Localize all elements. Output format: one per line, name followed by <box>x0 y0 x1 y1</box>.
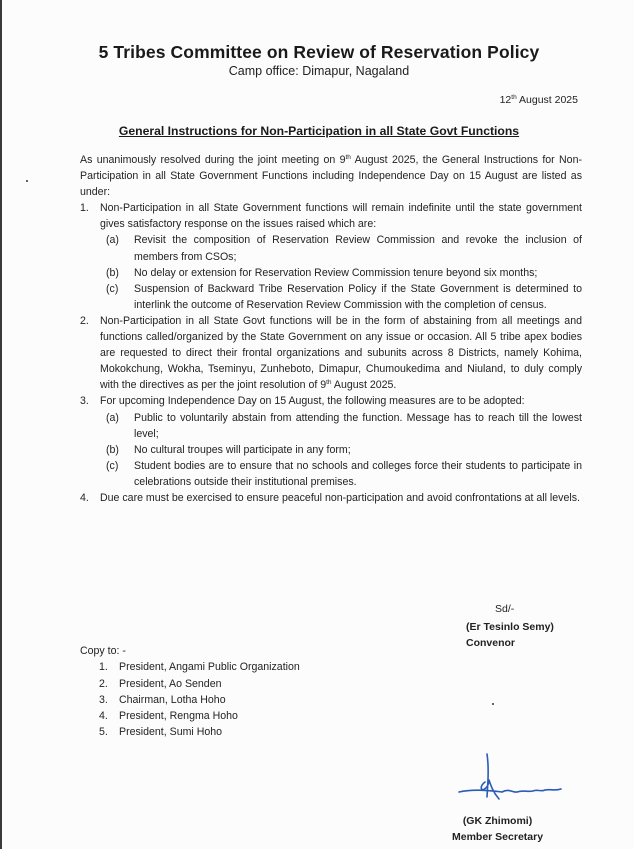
document-date <box>500 94 578 106</box>
item-text: Due care must be exercised to ensure peaceful non-participation and avoid confrontations at all levels. <box>100 491 580 504</box>
item-sup: th <box>326 379 332 387</box>
sub-item-number: (a) <box>106 234 119 247</box>
list-item <box>99 692 300 708</box>
sub-item-1a <box>106 232 582 264</box>
signatory-name: (Er Tesinlo Semy) <box>466 621 554 633</box>
recipient-text: President, Sumi Hoho <box>119 726 223 739</box>
sub-item-text: Student bodies are to ensure that no schools and colleges force their students to participate in celebrations outside their institutional premises. <box>134 459 582 488</box>
sub-item-1b <box>106 265 582 281</box>
date-suffix: th <box>511 94 517 101</box>
list-item <box>99 708 300 724</box>
item-number: 1. <box>80 202 89 215</box>
document-heading: General Instructions for Non-Participation in all State Govt Functions <box>118 124 520 138</box>
intro-text-2: August 2025, the General Instructions for Non-Participation in all State Government Functions including Independence Day on 15 August are listed as under: <box>80 154 582 199</box>
copy-to-list <box>80 659 300 740</box>
sub-item-3c <box>106 458 582 490</box>
letterhead-title: 5 Tribes Committee on Review of Reservation Policy <box>98 42 540 62</box>
sub-item-3b <box>106 442 582 458</box>
sub-item-3a <box>106 410 582 442</box>
sub-item-1c <box>106 281 582 313</box>
sub-item-text: No cultural troupes will participate in any form; <box>134 443 351 456</box>
intro-paragraph <box>80 152 582 200</box>
recipient-number: 3. <box>99 693 108 706</box>
signatory-convenor <box>466 619 554 651</box>
recipient-text: President, Rengma Hoho <box>119 710 238 723</box>
handwritten-signature-icon <box>447 752 587 812</box>
item-number: 4. <box>80 491 89 504</box>
item-text: Non-Participation in all State Government functions will remain indefinite until the state government gives satisfactory response on the issues raised which are: <box>100 202 582 231</box>
recipient-number: 4. <box>99 710 108 723</box>
sub-item-text: Suspension of Backward Tribe Reservation Policy if the State Government is determined to interlink the outcome of Reservation Review Commission with the completion of census. <box>134 282 582 311</box>
signatory-title: Member Secretary <box>452 831 544 843</box>
speck-mark <box>26 180 28 182</box>
item-number: 2. <box>80 314 89 327</box>
list-item-2 <box>80 313 582 393</box>
list-item-1 <box>80 200 582 232</box>
list-item <box>99 659 300 675</box>
sub-item-number: (b) <box>106 443 119 456</box>
sub-item-number: (c) <box>106 282 119 295</box>
recipient-number: 5. <box>99 726 108 739</box>
signatory-title: Convenor <box>466 637 516 649</box>
item-text-part: August 2025. <box>331 379 397 392</box>
copy-to-section <box>80 643 300 741</box>
recipient-text: Chairman, Lotha Hoho <box>119 693 226 706</box>
date-day: 12 <box>499 94 512 106</box>
item-text: For upcoming Independence Day on 15 August, the following measures are to be adopted: <box>100 395 525 408</box>
intro-text-1: As unanimously resolved during the joint meeting on 9 <box>80 154 346 166</box>
list-item-4 <box>80 490 582 506</box>
signatory-name: (GK Zhimomi) <box>462 815 533 827</box>
signatory-member-secretary <box>452 813 543 845</box>
sub-item-number: (c) <box>106 459 119 472</box>
sub-item-text: No delay or extension for Reservation Review Commission tenure beyond six months; <box>134 266 538 279</box>
sub-item-number: (a) <box>106 411 119 424</box>
item-number: 3. <box>80 395 89 408</box>
list-item <box>99 724 300 740</box>
sub-item-text: Revisit the composition of Reservation Review Commission and revoke the inclusion of members from CSOs; <box>134 234 582 263</box>
document-body <box>80 152 582 506</box>
recipient-number: 2. <box>99 677 108 690</box>
letterhead-subtitle: Camp office: Dimapur, Nagaland <box>228 64 410 78</box>
signed-mark: Sd/- <box>495 603 515 615</box>
recipient-text: President, Ao Senden <box>119 677 222 690</box>
date-rest: August 2025 <box>516 94 578 106</box>
intro-sup: th <box>345 154 351 161</box>
copy-to-label: Copy to: - <box>80 645 126 657</box>
recipient-text: President, Angami Public Organization <box>119 661 300 674</box>
item-text-part: Non-Participation in all State Govt functions will be in the form of abstaining from all meetings and functions called/organized by the State Government on any issue or occasion. All 5 tribe apex bodies are requested to direct their frontal organizations and subunits across 8 Districts, namely Kohima, Mokokchung, Wokha, Tseminyu, Zunheboto, Dimapur, Chumoukedima and Niuland, to duly comply with the directives as per the joint resolution of 9 <box>100 314 582 392</box>
sub-item-text: Public to voluntarily abstain from attending the function. Message has to reach till the lowest level; <box>134 411 582 440</box>
list-item <box>99 676 300 692</box>
list-item-3 <box>80 393 582 409</box>
recipient-number: 1. <box>99 661 108 674</box>
item-text <box>100 313 582 393</box>
speck-mark <box>492 703 494 705</box>
sub-item-number: (b) <box>106 266 119 279</box>
